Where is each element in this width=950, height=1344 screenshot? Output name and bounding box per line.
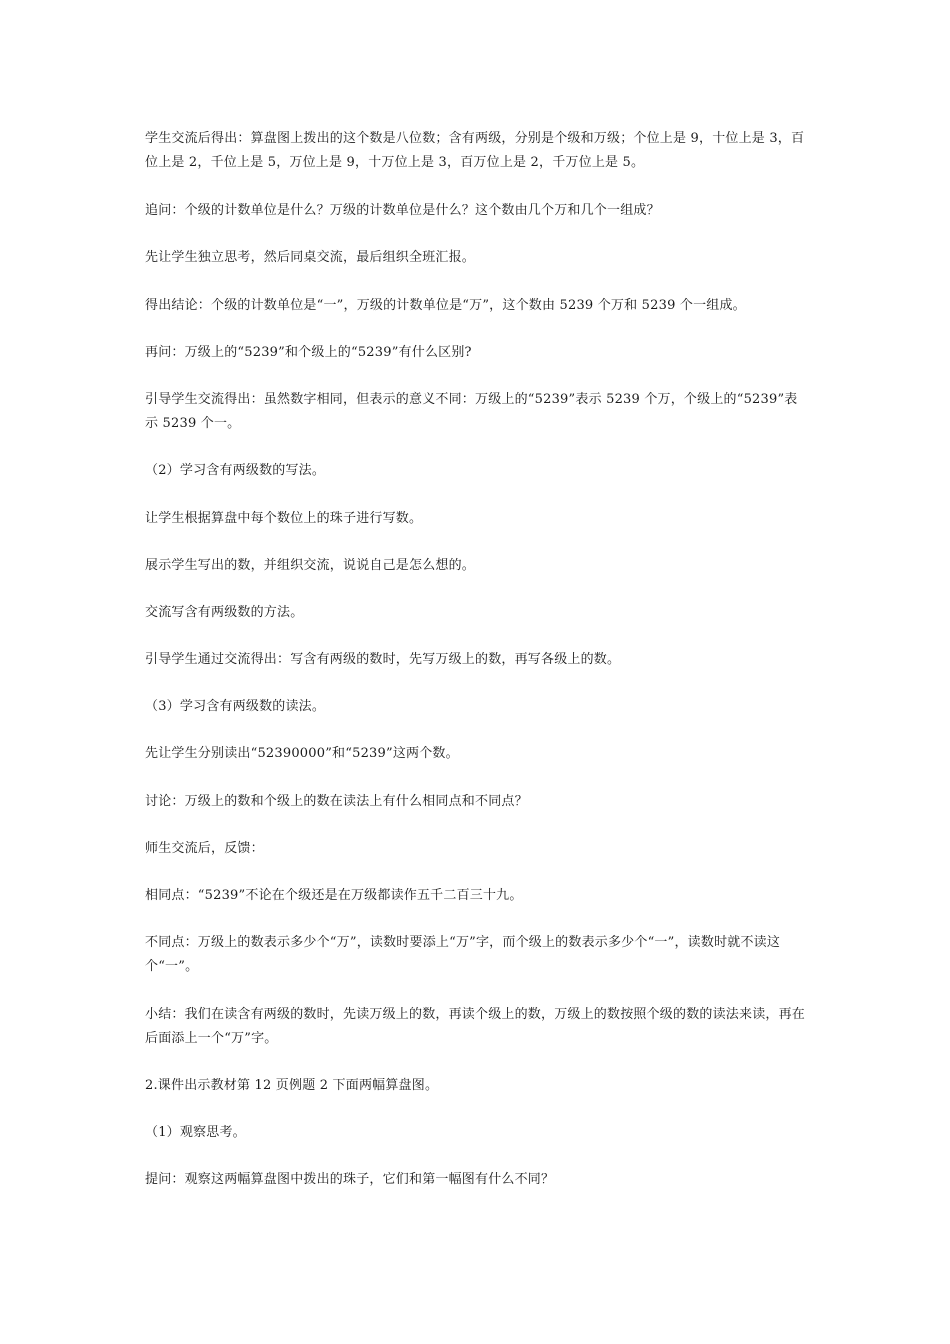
paragraph-independent-thinking: 先让学生独立思考，然后同桌交流，最后组织全班汇报。 — [145, 250, 476, 265]
paragraph-conclusion: 得出结论：个级的计数单位是“一”，万级的计数单位是“万”，这个数由 5239 个万和 5239 个一组成。 — [145, 298, 746, 313]
paragraph-difference: 不同点：万级上的数表示多少个“万”，读数时要添上“万”字，而个级上的数表示多少个“一”，读数时就不读这个“一”。 — [145, 935, 781, 974]
paragraph-heading-reading: （3）学习含有两级数的读法。 — [145, 699, 326, 714]
paragraph-heading-observe: （1）观察思考。 — [145, 1125, 246, 1140]
paragraph-feedback: 师生交流后，反馈： — [145, 841, 264, 856]
paragraph-writing-rule: 引导学生通过交流得出：写含有两级的数时，先写万级上的数，再写各级上的数。 — [145, 652, 621, 667]
paragraph-summary: 小结：我们在读含有两级的数时，先读万级上的数，再读个级上的数，万级上的数按照个级的数的读法来读，再在后面添上一个“万”字。 — [145, 1007, 806, 1046]
paragraph-show-written: 展示学生写出的数，并组织交流，说说自己是怎么想的。 — [145, 558, 476, 573]
paragraph-courseware-example: 2.课件出示教材第 12 页例题 2 下面两幅算盘图。 — [145, 1078, 439, 1093]
paragraph-discussion: 讨论：万级上的数和个级上的数在读法上有什么相同点和不同点？ — [145, 794, 528, 809]
paragraph-read-numbers: 先让学生分别读出“52390000”和“5239”这两个数。 — [145, 746, 459, 761]
paragraph-question-compare: 提问：观察这两幅算盘图中拨出的珠子，它们和第一幅图有什么不同？ — [145, 1172, 555, 1187]
paragraph-similarity: 相同点：“5239”不论在个级还是在万级都读作五千二百三十九。 — [145, 888, 523, 903]
paragraph-heading-writing: （2）学习含有两级数的写法。 — [145, 463, 326, 478]
paragraph-result-eight-digit: 学生交流后得出：算盘图上拨出的这个数是八位数；含有两级，分别是个级和万级；个位上是 9，十位上是 3，百位上是 2，千位上是 5，万位上是 9，十万位上是 3，百万位上是 2，千万位上是 5。 — [145, 131, 805, 170]
paragraph-guided-exchange: 引导学生交流得出：虽然数字相同，但表示的意义不同：万级上的“5239”表示 5239 个万，个级上的“5239”表示 5239 个一。 — [145, 392, 798, 431]
paragraph-writing-method: 交流写含有两级数的方法。 — [145, 605, 304, 620]
paragraph-write-numbers: 让学生根据算盘中每个数位上的珠子进行写数。 — [145, 511, 423, 526]
paragraph-follow-up-question: 追问：个级的计数单位是什么？万级的计数单位是什么？这个数由几个万和几个一组成？ — [145, 203, 660, 218]
paragraph-ask-again: 再问：万级上的“5239”和个级上的“5239”有什么区别? — [145, 345, 472, 360]
